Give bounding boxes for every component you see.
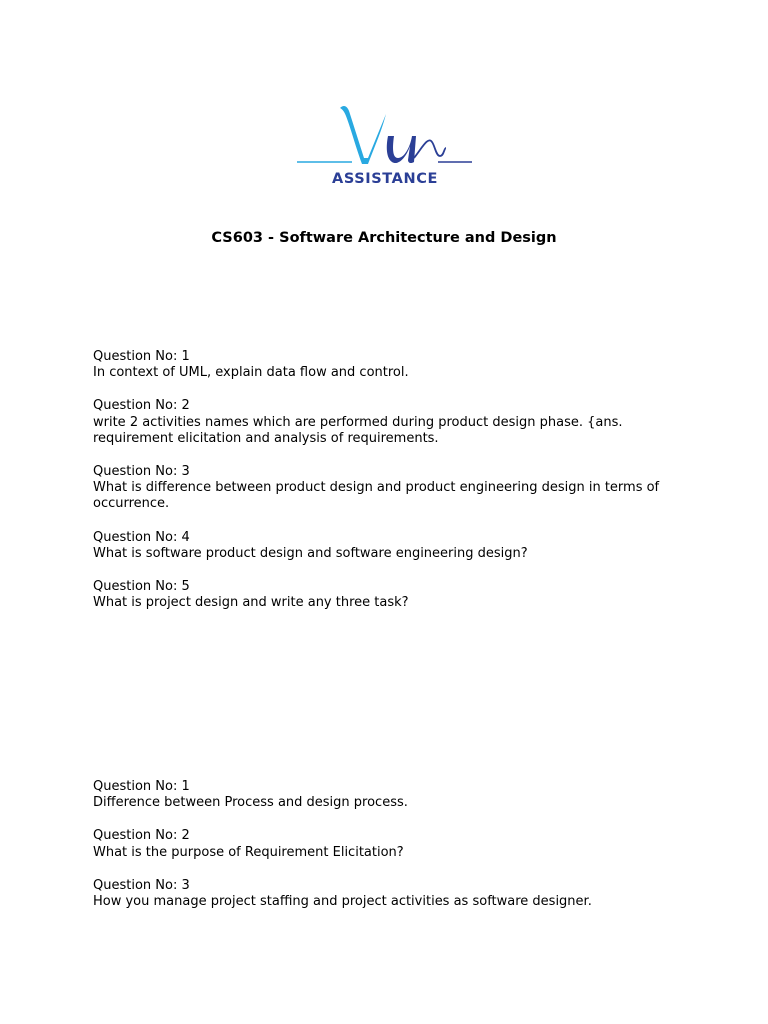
question-text: write 2 activities names which are performed during product design phase. {ans. requirement elicitation and analysis of requirements. [93,414,623,446]
question-item [93,779,673,811]
logo-text: ASSISTANCE [332,171,438,187]
question-text: Difference between Process and design process. [93,795,408,811]
question-text: What is software product design and software engineering design? [93,545,528,561]
question-item [93,398,673,447]
question-label: Question No: 2 [93,828,190,844]
question-text: What is the purpose of Requirement Elicitation? [93,844,404,860]
question-label: Question No: 3 [93,464,190,480]
question-label: Question No: 4 [93,529,190,545]
question-label: Question No: 2 [93,398,190,414]
question-label: Question No: 5 [93,579,190,595]
question-text: What is project design and write any three task? [93,595,409,611]
question-label: Question No: 1 [93,349,190,364]
question-text: What is difference between product design and product engineering design in terms of occurrence. [93,480,660,512]
question-item [93,530,673,562]
question-section-1 [93,349,673,628]
question-item [93,828,673,860]
question-item [93,464,673,513]
document-title: CS603 - Software Architecture and Design [211,230,557,246]
question-label: Question No: 3 [93,877,190,893]
vu-logo-graphic [290,96,480,192]
question-item [93,349,673,381]
question-label: Question No: 1 [93,779,190,794]
question-item [93,579,673,611]
question-text: In context of UML, explain data flow and control. [93,365,409,381]
question-item [93,878,673,910]
vu-assistance-logo [290,96,480,192]
question-text: How you manage project staffing and project activities as software designer. [93,894,592,910]
question-section-2 [93,779,673,927]
